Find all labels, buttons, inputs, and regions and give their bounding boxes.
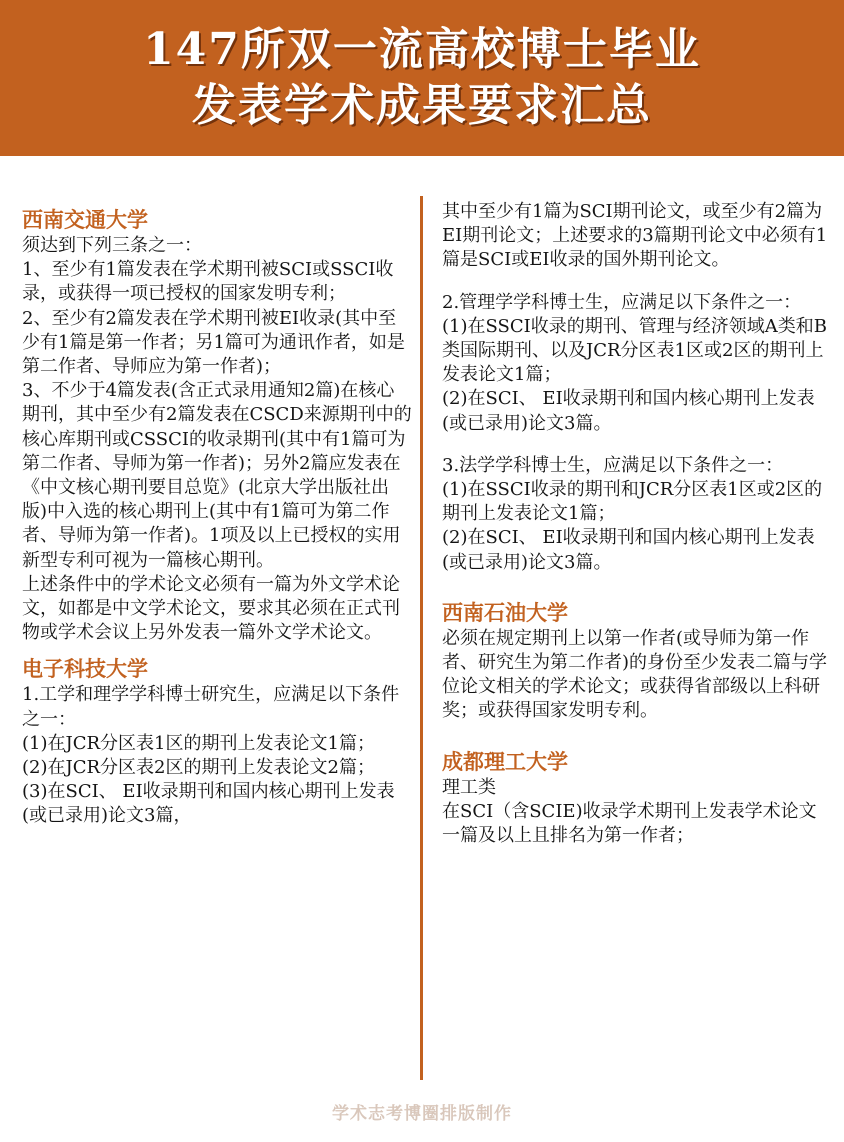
uestc-item-3-2: (2)在SCI、 EI收录期刊和国内核心期刊上发表(或已录用)论文3篇。 (442, 527, 815, 573)
uestc-item-2: 2.管理学学科博士生，应满足以下条件之一： (442, 291, 802, 313)
swpu-requirement: 必须在规定期刊上以第一作者(或导师为第一作者、研究生为第二作者)的身份至少发表二篇与学位论文相关的学术论文；或获得省部级以上科研奖；或获得国家发明专利。 (442, 627, 828, 722)
uestc-item-3-1: (1)在SSCI收录的期刊和JCR分区表1区或2区的期刊上发表论文1篇； (442, 479, 823, 525)
uestc-item-1: 1.工学和理学学科博士研究生，应满足以下条件之一： (22, 684, 400, 730)
swjtu-item-3: 3、不少于4篇发表(含正式录用通知2篇)在核心期刊，其中至少有2篇发表在CSCD来源期刊中的核心库期刊或CSSCI的收录期刊(其中有1篇可为第二作者、导师为第一作者)；另外2篇应发表在《中文核心期刊要目总览》(北京大学出版社出版)中入选的核心期刊上(其中有1篇可为第二作者、导师为第一作者)。1项及以上已授权的实用新型专利可视为一篇核心期刊。 (22, 380, 412, 571)
column-divider (420, 196, 423, 1080)
right-column (442, 200, 832, 848)
swjtu-intro: 须达到下列三条之一： (22, 235, 202, 256)
section-heading-swjtu: 西南交通大学 (22, 207, 148, 232)
swjtu-item-2: 2、至少有2篇发表在学术期刊被EI收录(其中至少有1篇是第一作者；另1篇可为通讯作者，如是第二作者、导师应为第一作者)； (22, 307, 405, 378)
uestc-item-1-3-cont: 其中至少有1篇为SCI期刊论文，或至少有2篇为EI期刊论文；上述要求的3篇期刊论文中必须有1篇是SCI或EI收录的国外期刊论文。 (442, 201, 828, 271)
uestc-item-2-2: (2)在SCI、 EI收录期刊和国内核心期刊上发表(或已录用)论文3篇。 (442, 388, 815, 434)
footer-credit: 学术志考博圈排版制作 (332, 1104, 512, 1124)
uestc-item-3: 3.法学学科博士生，应满足以下条件之一： (442, 454, 784, 476)
uestc-item-1-1: (1)在JCR分区表1区的期刊上发表论文1篇； (22, 732, 375, 754)
swjtu-note: 上述条件中的学术论文必须有一篇为外文学术论文，如都是中文学术论文，要求其必须在正式刊物或学术会议上另外发表一篇外文学术论文。 (22, 573, 400, 644)
section-heading-swpu: 西南石油大学 (442, 599, 568, 625)
uestc-item-1-2: (2)在JCR分区表2区的期刊上发表论文2篇； (22, 757, 375, 779)
section-heading-cdut: 成都理工大学 (442, 748, 568, 774)
title-line-2: 发表学术成果要求汇总 (192, 80, 652, 131)
section-heading-uestc: 电子科技大学 (22, 656, 148, 682)
swjtu-item-1: 1、至少有1篇发表在学术期刊被SCI或SSCI收录，或获得一项已授权的国家发明专利； (22, 259, 394, 305)
left-column (22, 206, 412, 829)
title-line-1: 147所双一流高校博士毕业 (143, 24, 701, 75)
cdut-requirement: 在SCI（含SCIE)收录学术期刊上发表学术论文一篇及以上且排名为第一作者； (442, 800, 817, 847)
uestc-item-2-1: (1)在SSCI收录的期刊、管理与经济领域A类和B类国际期刊、以及JCR分区表1区或2区的期刊上发表论文1篇； (442, 315, 827, 386)
title-banner (0, 0, 844, 156)
uestc-item-1-3: (3)在SCI、 EI收录期刊和国内核心期刊上发表(或已录用)论文3篇， (22, 781, 395, 827)
cdut-category: 理工类 (442, 776, 496, 798)
